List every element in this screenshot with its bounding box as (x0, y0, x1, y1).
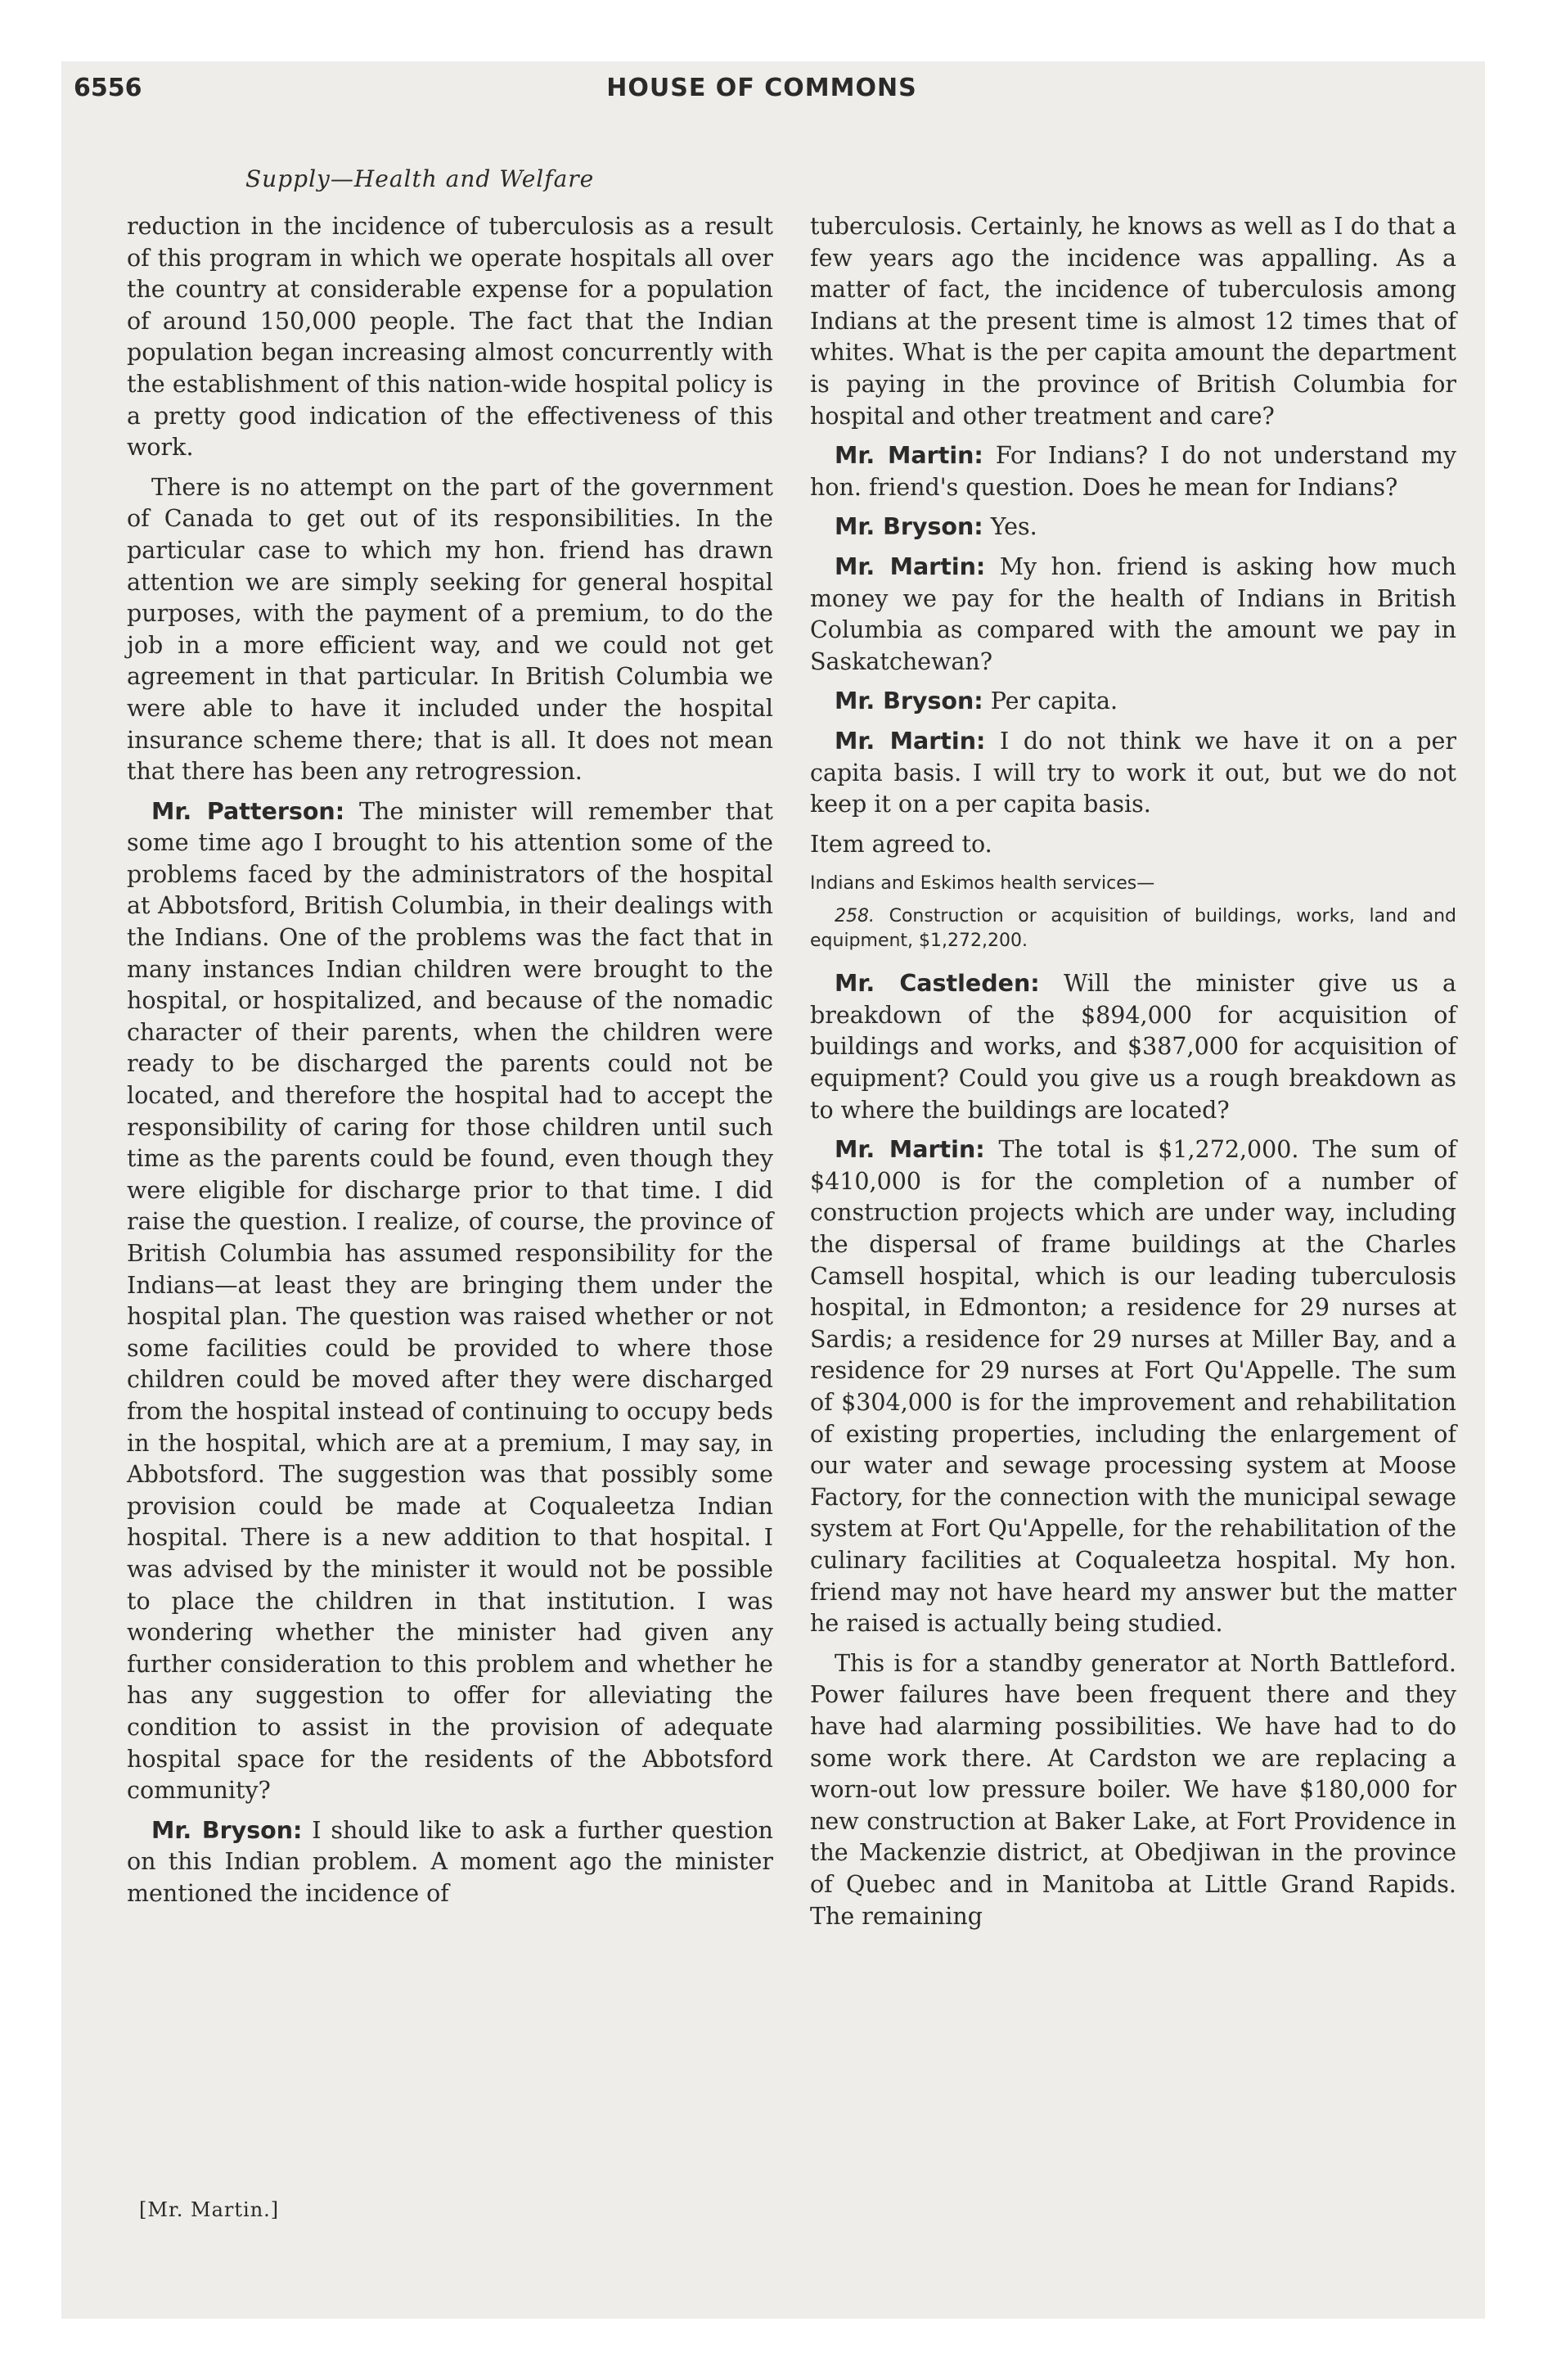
speech-paragraph (127, 796, 773, 1807)
running-title: HOUSE OF COMMONS (606, 74, 917, 102)
speech-paragraph (810, 686, 1456, 718)
speech-text: Yes. (990, 513, 1037, 541)
speech-text: For Indians? I do not understand my hon. friend's question. Does he mean for Indians? (810, 442, 1456, 501)
speaker-name: Mr. Patterson: (151, 797, 345, 825)
speaker-name: Mr. Bryson: (835, 687, 983, 715)
estimate-item (810, 904, 1456, 953)
speech-paragraph (810, 968, 1456, 1126)
section-heading: Supply—Health and Welfare (245, 165, 595, 192)
speaker-name: Mr. Martin: (835, 442, 983, 470)
paragraph: tuberculosis. Certainly, he knows as well as I do that a few years ago the incidence was appalling. As a matter of fact, the incidence of tuberculosis among Indians at the present time is almost 12 times that of whites. What is the per capita amount the department is paying in the province of British Columbia for hospital and other treatment and care? (810, 213, 1456, 430)
speech-text: Will the minister give us a breakdown of the $894,000 for acquisition of buildings and works, and $387,000 for acquisition of equipment? Could you give us a rough breakdown as to where the buildings are located? (810, 970, 1456, 1124)
right-column (810, 211, 1456, 1941)
speech-text: The minister will remember that some time ago I brought to his attention some of the problems faced by the administrators of the hospital at Abbotsford, British Columbia, in their dealings with the Indians. One of the problems was the fact that in many instances Indian children were brought to the hospital, or hospitalized, and because of the nomadic character of their parents, when the children were ready to be discharged the parents could not be located, and therefore the hospital had to accept the responsibility of caring for those children until such time as the parents could be found, even though they were eligible for discharge prior to that time. I did raise the question. I realize, of course, the province of British Columbia has assumed responsibility for the Indians—at least they are bringing them under the hospital plan. The question was raised whether or not some facilities could be provided to where those children could be moved after they were discharged from the hospital instead of continuing to occupy beds in the hospital, which are at a premium, I may say, in Abbotsford. The suggestion was that possibly some provision could be made at Coqualeetza Indian hospital. There is a new addition to that hospital. I was advised by the minister it would not be possible to place the children in that institution. I was wondering whether the minister had given any further consideration to this problem and whether he has any suggestion to offer for alleviating the condition to assist in the provision of adequate hospital space for the residents of the Abbotsford community? (127, 797, 773, 1805)
speaker-name: Mr. Castleden: (835, 970, 1040, 998)
speaker-name: Mr. Martin: (835, 552, 986, 580)
estimate-description: Construction or acquisition of buildings, works, land and equipment, $1,272,200. (810, 906, 1456, 952)
page-header (74, 74, 1450, 123)
speaker-footer-note: [Mr. Martin.] (139, 2198, 280, 2221)
speech-paragraph (810, 1134, 1456, 1640)
paragraph: reduction in the incidence of tuberculosis as a result of this program in which we operate hospitals all over the country at considerable expense for a population of around 150,000 people. The fact that the Indian population began increasing almost concurrently with the establishment of this nation-wide hospital policy is a pretty good indication of the effectiveness of this work. (127, 213, 773, 462)
speaker-name: Mr. Bryson: (835, 513, 983, 541)
estimate-heading: Indians and Eskimos health services— (810, 873, 1155, 895)
speaker-name: Mr. Martin: (835, 727, 986, 755)
paragraph: This is for a standby generator at North Battleford. Power failures have been frequent there and they have had alarming possibilities. We have had to do some work there. At Cardston we are replacing a worn-out low pressure boiler. We have $180,000 for new construction at Baker Lake, at Fort Providence in the Mackenzie district, at Obedjiwan in the province of Quebec and in Manitoba at Little Grand Rapids. The remaining (810, 1649, 1456, 1930)
speech-paragraph (810, 512, 1456, 543)
speech-paragraph (810, 552, 1456, 678)
speech-text: My hon. friend is asking how much money we pay for the health of Indians in British Columbia as compared with the amount we pay in Saskatchewan? (810, 552, 1456, 675)
speech-text: Per capita. (990, 687, 1118, 715)
speech-paragraph (810, 440, 1456, 503)
speech-text: I should like to ask a further question on this Indian problem. A moment ago the minister mentioned the incidence of (127, 1816, 773, 1907)
estimate-number: 258. (835, 906, 875, 927)
paragraph: There is no attempt on the part of the government of Canada to get out of its responsibilities. In the particular case to which my hon. friend has drawn attention we are simply seeking for general hospital purposes, with the payment of a premium, to do the job in a more efficient way, and we could not get agreement in that particular. In British Columbia we were able to have it included under the hospital insurance scheme there; that is all. It does not mean that there has been any retrogression. (127, 473, 773, 786)
page-number: 6556 (74, 74, 142, 102)
speech-text: The total is $1,272,000. The sum of $410,000 is for the completion of a number of construction projects which are under way, including the dispersal of frame buildings at the Charles Camsell hospital, which is our leading tuberculosis hospital, in Edmonton; a residence for 29 nurses at Sardis; a residence for 29 nurses at Miller Bay, and a residence for 29 nurses at Fort Qu'Appelle. The sum of $304,000 is for the improvement and rehabilitation of existing properties, including the enlargement of our water and sewage processing system at Moose Factory, for the connection with the municipal sewage system at Fort Qu'Appelle, for the rehabilitation of the culinary facilities at Coqualeetza hospital. My hon. friend may not have heard my answer but the matter he raised is actually being studied. (810, 1136, 1457, 1638)
item-agreed: Item agreed to. (810, 830, 992, 858)
speaker-name: Mr. Bryson: (151, 1816, 303, 1844)
speech-paragraph (127, 1815, 773, 1910)
speech-text: I do not think we have it on a per capita basis. I will try to work it out, but we do not keep it on a per capita basis. (810, 727, 1456, 818)
left-column (127, 211, 773, 1918)
speech-paragraph (810, 726, 1456, 821)
speaker-name: Mr. Martin: (835, 1136, 985, 1164)
